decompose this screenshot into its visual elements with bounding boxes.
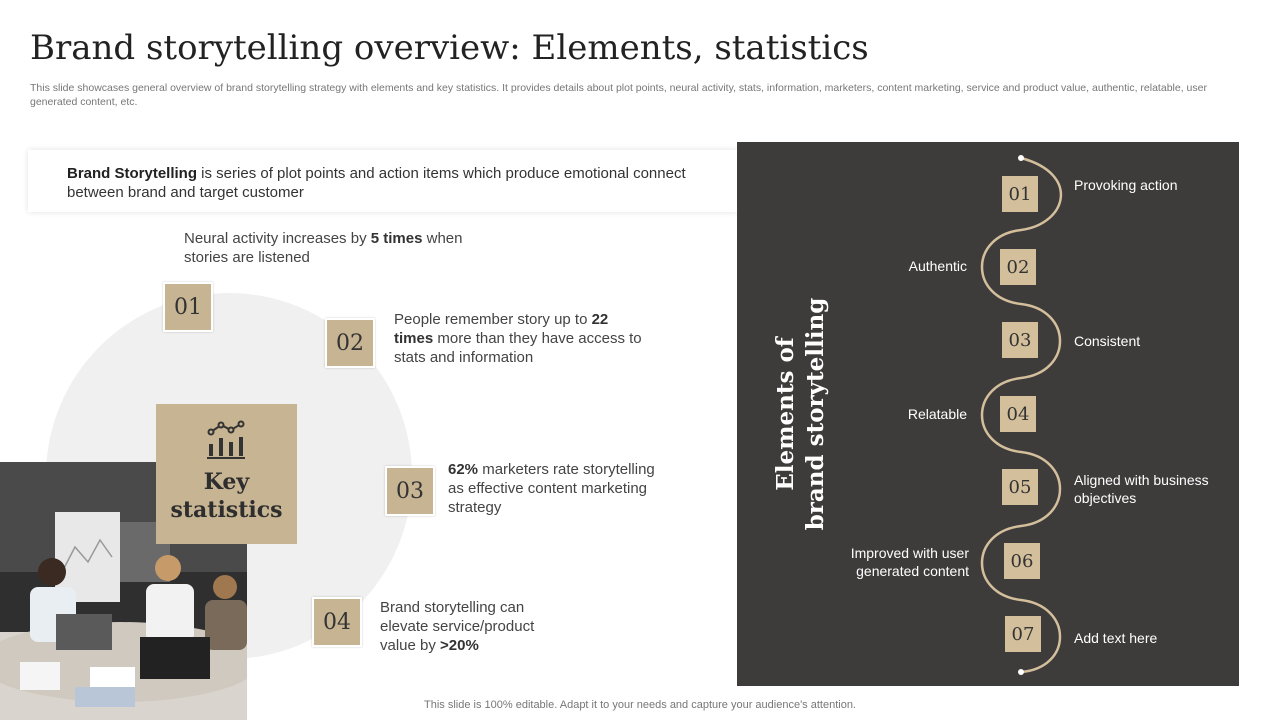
element-label-02: Authentic xyxy=(908,258,967,274)
elements-wave-line xyxy=(737,142,1239,686)
definition-text xyxy=(67,164,737,202)
element-label-04: Relatable xyxy=(907,406,967,422)
definition-rest: is series of plot points and action items which produce emotional connect between brand and target customer xyxy=(67,165,686,201)
element-number-04: 04 xyxy=(1000,396,1036,432)
elements-panel xyxy=(737,142,1239,686)
stat-text-04: Brand storytelling can elevate service/product value by >20% xyxy=(380,599,535,654)
element-label-06: Improved with user generated content xyxy=(850,545,969,579)
element-label-05: Aligned with business objectives xyxy=(1074,472,1209,506)
element-number-05: 05 xyxy=(1002,469,1038,505)
page-title: Brand storytelling overview: Elements, statistics xyxy=(30,28,869,68)
stat-number-04: 04 xyxy=(312,597,362,647)
stat-text-01: Neural activity increases by 5 times when stories are listened xyxy=(184,230,463,266)
stat-number-02: 02 xyxy=(325,318,375,368)
key-statistics-box xyxy=(156,404,297,544)
key-statistics-label: Key statistics xyxy=(170,469,283,523)
stat-number-01: 01 xyxy=(163,282,213,332)
definition-bold: Brand Storytelling xyxy=(67,165,198,182)
element-number-03: 03 xyxy=(1002,322,1038,358)
definition-box xyxy=(28,150,738,212)
element-number-07: 07 xyxy=(1005,616,1041,652)
element-number-02: 02 xyxy=(1000,249,1036,285)
stat-number-03: 03 xyxy=(385,466,435,516)
footer-note: This slide is 100% editable. Adapt it to your needs and capture your audience's attention. xyxy=(424,699,856,711)
element-label-01: Provoking action xyxy=(1074,177,1178,193)
stat-text-03: 62% marketers rate storytelling as effective content marketing strategy xyxy=(448,461,655,516)
element-number-01: 01 xyxy=(1002,176,1038,212)
chart-icon xyxy=(207,420,245,460)
element-label-07: Add text here xyxy=(1074,630,1158,646)
elements-panel-title: Elements of brand storytelling xyxy=(772,297,829,531)
stat-text-02: People remember story up to 22 times more than they have access to stats and information xyxy=(394,311,642,366)
page-subtitle: This slide showcases general overview of brand storytelling strategy with elements and key statistics. It provides details about plot points, neural activity, stats, information, marketers, content marketing, service and product value, authentic, relatable, user generated content, etc. xyxy=(30,82,1207,108)
element-label-03: Consistent xyxy=(1074,333,1141,349)
element-number-06: 06 xyxy=(1004,543,1040,579)
